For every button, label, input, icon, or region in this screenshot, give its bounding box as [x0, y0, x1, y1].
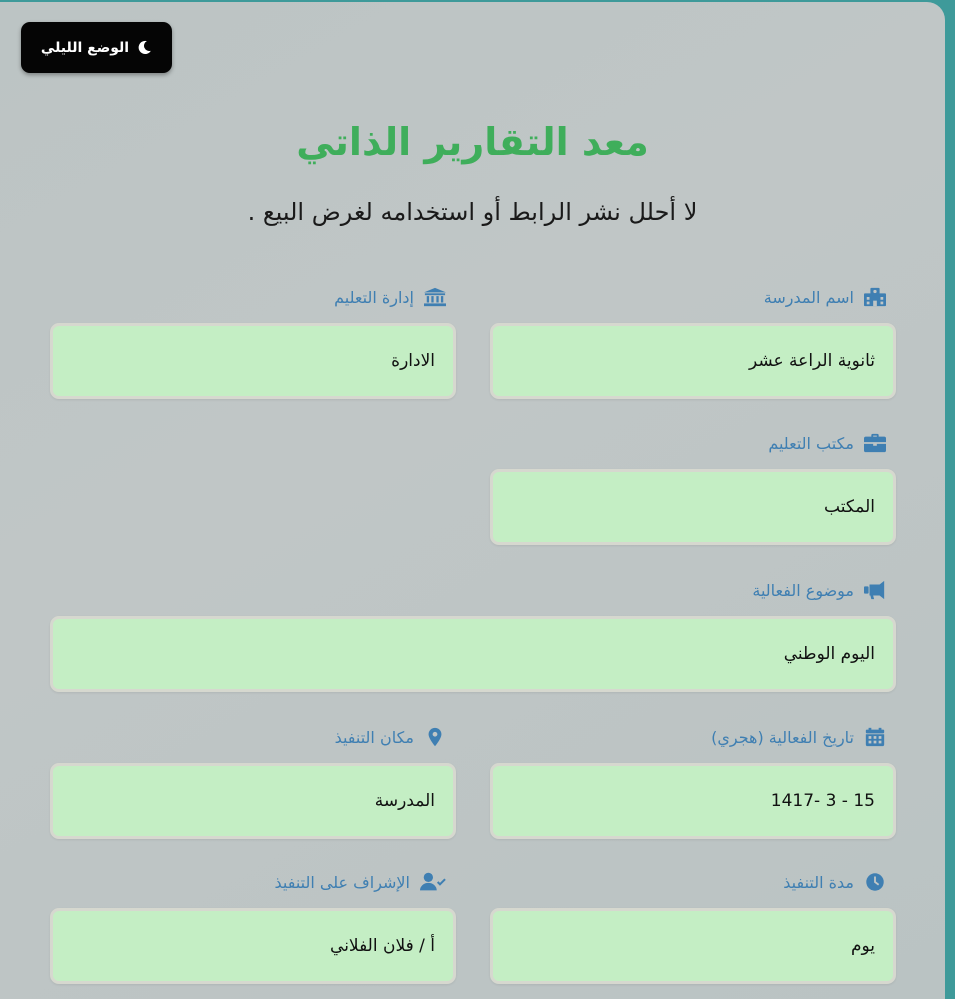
event-date-label-text: تاريخ الفعالية (هجري): [711, 727, 854, 747]
landmark-icon: [424, 287, 446, 307]
page-subtitle: لا أحلل نشر الرابط أو استخدامه لغرض البيع .: [247, 198, 698, 226]
event-topic-label-text: موضوع الفعالية: [752, 580, 854, 600]
megaphone-icon: [864, 580, 886, 600]
location-pin-icon: [424, 727, 446, 747]
event-topic-field[interactable]: اليوم الوطني: [50, 616, 896, 692]
duration-field[interactable]: يوم: [490, 908, 896, 984]
night-mode-label: الوضع الليلي: [40, 39, 130, 56]
supervision-label-text: الإشراف على التنفيذ: [274, 872, 410, 892]
school-name-field[interactable]: ثانوية الراعة عشر: [490, 323, 896, 399]
page-title: معد التقارير الذاتي: [296, 120, 649, 164]
event-date-label: [711, 727, 886, 747]
education-office-label: [768, 433, 886, 453]
school-name-label: [764, 287, 886, 307]
education-admin-label: [334, 287, 446, 307]
duration-label-text: مدة التنفيذ: [783, 872, 854, 892]
supervision-field[interactable]: أ / فلان الفلاني: [50, 908, 456, 984]
education-office-label-text: مكتب التعليم: [768, 433, 854, 453]
form-card: [0, 2, 945, 999]
school-name-label-text: اسم المدرسة: [763, 287, 854, 307]
duration-label: [783, 872, 886, 892]
venue-field[interactable]: المدرسة: [50, 763, 456, 839]
clock-icon: [864, 872, 886, 892]
education-admin-field[interactable]: الادارة: [50, 323, 456, 399]
user-check-icon: [420, 872, 446, 892]
education-office-field[interactable]: المكتب: [490, 469, 896, 545]
event-topic-label: [752, 580, 886, 600]
supervision-label: [275, 872, 446, 892]
night-mode-button[interactable]: [21, 22, 172, 73]
school-icon: [864, 287, 886, 307]
event-date-field[interactable]: 15 - 3 -1417: [490, 763, 896, 839]
moon-icon: [137, 40, 152, 55]
briefcase-icon: [864, 433, 886, 453]
venue-label: [335, 727, 446, 747]
venue-label-text: مكان التنفيذ: [334, 727, 414, 747]
calendar-icon: [864, 727, 886, 747]
education-admin-label-text: إدارة التعليم: [334, 287, 414, 307]
